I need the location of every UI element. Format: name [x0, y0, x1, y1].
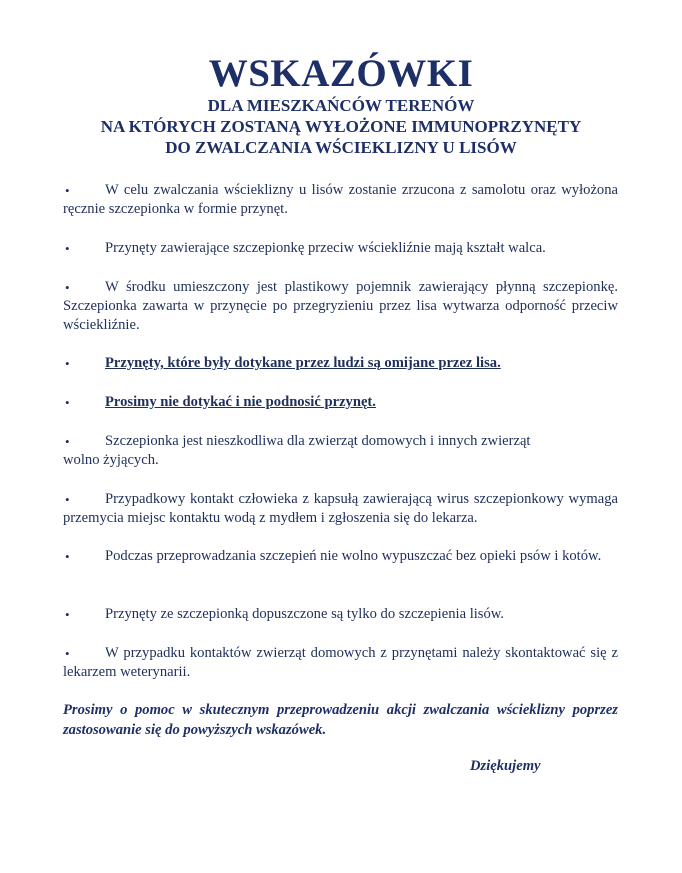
subtitle-line-1: DLA MIESZKAŃCÓW TERENÓW [207, 96, 475, 115]
list-item-text: Przynęty zawierające szczepionkę przeciw wściekliźnie mają kształt walca. [105, 240, 546, 256]
list-item-text: Szczepionka jest nieszkodliwa dla zwierząt domowych i innych zwierząt wolno żyjących. [63, 433, 531, 468]
subtitle-line-2: NA KTÓRYCH ZOSTANĄ WYŁOŻONE IMMUNOPRZYNĘTY [100, 117, 582, 136]
bullet-icon: • [65, 549, 70, 564]
bullet-icon: • [65, 646, 70, 661]
list-item [63, 278, 618, 335]
bullet-icon: • [65, 395, 70, 410]
list-item-text: Podczas przeprowadzania szczepień nie wolno wypuszczać bez opieki psów i kotów. [105, 548, 602, 564]
thanks-signoff: Dziękujemy [470, 758, 541, 774]
page-title: WSKAZÓWKI [208, 52, 474, 95]
closing-paragraph: Prosimy o pomoc w skutecznym przeprowadzeniu akcji zwalczania wścieklizny poprzez zastosowanie się do powyższych wskazówek. [63, 702, 618, 738]
list-item-text: W przypadku kontaktów zwierząt domowych z przynętami należy skontaktować się z lekarzem weterynarii. [63, 645, 618, 680]
bullet-icon: • [65, 434, 70, 449]
bullet-icon: • [65, 241, 70, 256]
list-item [63, 181, 618, 219]
bullet-icon: • [65, 280, 70, 295]
bullet-icon: • [65, 183, 70, 198]
bullet-icon: • [65, 356, 70, 371]
list-item [63, 432, 533, 470]
list-item [63, 239, 618, 258]
list-item-warning [63, 354, 618, 373]
list-item [63, 490, 618, 528]
list-item-text: Przynęty, które były dotykane przez ludzi są omijane przez lisa. [105, 355, 501, 371]
list-item-text: Przypadkowy kontakt człowieka z kapsułą zawierającą wirus szczepionkowy wymaga przemycia miejsc kontaktu wodą z mydłem i zgłoszenia się do lekarza. [63, 491, 618, 526]
list-item-text: Prosimy nie dotykać i nie podnosić przynęt. [105, 394, 376, 410]
list-item [63, 605, 618, 624]
list-item-warning [63, 393, 618, 412]
list-item [63, 644, 618, 682]
list-item-text: W celu zwalczania wścieklizny u lisów zostanie zrzucona z samolotu oraz wyłożona ręcznie szczepionka w formie przynęt. [63, 182, 618, 217]
list-item-text: Przynęty ze szczepionką dopuszczone są tylko do szczepienia lisów. [105, 606, 505, 622]
list-item [63, 547, 618, 566]
bullet-icon: • [65, 607, 70, 622]
list-item-text: W środku umieszczony jest plastikowy pojemnik zawierający płynną szczepionkę. Szczepionka zawarta w przynęcie po przegryzieniu przez lisa wytwarza odporność przeciw wściekliźnie. [63, 279, 618, 333]
bullet-icon: • [65, 492, 70, 507]
subtitle-line-3: DO ZWALCZANIA WŚCIEKLIZNY U LISÓW [165, 138, 517, 157]
